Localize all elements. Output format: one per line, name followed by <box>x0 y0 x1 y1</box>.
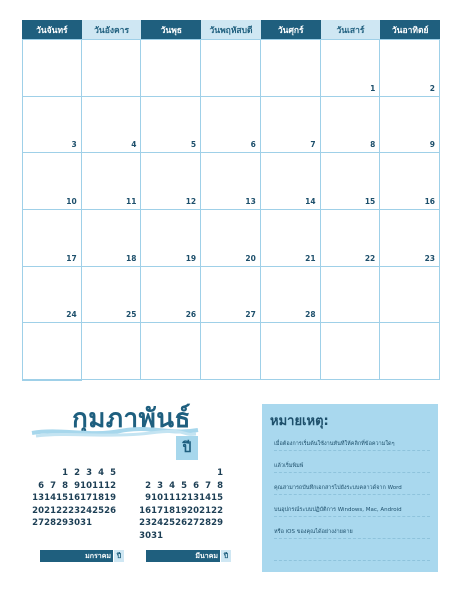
mini-day: 4 <box>169 480 175 491</box>
day-cell[interactable] <box>141 323 201 380</box>
day-cell[interactable] <box>201 40 261 97</box>
day-cell[interactable] <box>261 40 321 97</box>
mini-day: 28 <box>44 518 56 529</box>
day-number: 8 <box>370 140 376 150</box>
mini-year-january: ปี <box>114 550 124 562</box>
year-label: ปี <box>176 436 198 460</box>
weekday-saturday: วันเสาร์ <box>321 20 381 39</box>
mini-label-january: มกราคม <box>40 550 113 562</box>
mini-day: 21 <box>44 505 56 516</box>
mini-day: 15 <box>211 493 223 504</box>
day-number: 15 <box>364 197 376 206</box>
day-number: 14 <box>305 197 316 206</box>
day-number: 5 <box>190 140 197 150</box>
day-number: 19 <box>185 253 197 263</box>
day-cell[interactable] <box>141 40 201 97</box>
mini-year-march: ปี <box>221 550 231 562</box>
mini-day: 11 <box>163 493 175 504</box>
mini-day: 24 <box>151 518 163 529</box>
mini-week-row <box>139 467 223 480</box>
day-cell[interactable] <box>82 97 142 154</box>
day-cell[interactable] <box>261 97 321 154</box>
day-cell[interactable] <box>321 40 381 97</box>
mini-day: 17 <box>80 493 92 504</box>
mini-day: 10 <box>151 493 163 504</box>
day-number: 24 <box>66 310 77 320</box>
day-cell[interactable] <box>261 267 321 324</box>
day-number: 11 <box>125 197 137 206</box>
mini-day: 16 <box>68 493 80 504</box>
mini-week-row <box>139 517 223 530</box>
day-number: 18 <box>125 253 137 263</box>
mini-day: 5 <box>181 480 187 491</box>
mini-day: 21 <box>199 505 211 516</box>
mini-day: 6 <box>193 480 199 491</box>
day-number: 17 <box>66 253 77 263</box>
mini-day: 13 <box>32 493 44 504</box>
mini-day: 27 <box>187 518 199 529</box>
day-cell[interactable] <box>380 153 440 210</box>
notes-panel <box>262 404 438 572</box>
mini-day: 20 <box>187 505 199 516</box>
mini-day: 8 <box>62 480 68 491</box>
day-number: 20 <box>245 253 256 263</box>
mini-day: 15 <box>56 493 68 504</box>
day-number: 21 <box>305 253 316 263</box>
day-number: 1 <box>370 83 376 93</box>
day-number: 2 <box>429 83 435 93</box>
mini-day: 7 <box>205 480 211 491</box>
mini-week-row <box>32 517 116 530</box>
day-cell[interactable] <box>380 97 440 154</box>
mini-day: 8 <box>217 480 223 491</box>
mini-day: 4 <box>98 468 104 479</box>
weekday-wednesday: วันพุธ <box>141 20 201 39</box>
weekday-sunday: วันอาทิตย์ <box>380 20 440 39</box>
day-cell[interactable] <box>22 380 82 381</box>
day-cell[interactable] <box>141 210 201 267</box>
day-cell[interactable] <box>261 210 321 267</box>
mini-day: 7 <box>50 480 56 491</box>
day-cell[interactable] <box>321 153 381 210</box>
day-number: 10 <box>66 197 77 206</box>
day-cell[interactable] <box>201 97 261 154</box>
day-cell[interactable] <box>22 210 82 267</box>
day-cell[interactable] <box>321 97 381 154</box>
mini-calendar-january <box>32 467 116 530</box>
mini-week-row <box>32 505 116 518</box>
mini-day: 18 <box>163 505 175 516</box>
mini-week-row <box>139 530 223 543</box>
mini-day: 9 <box>74 480 80 491</box>
day-cell[interactable] <box>201 153 261 210</box>
day-cell[interactable] <box>22 40 82 97</box>
calendar-grid <box>22 39 440 381</box>
mini-day: 19 <box>175 505 187 516</box>
day-number: 12 <box>185 197 197 206</box>
mini-day: 23 <box>68 505 80 516</box>
day-cell[interactable] <box>380 323 440 380</box>
weekday-thursday: วันพฤหัสบดี <box>201 20 261 39</box>
mini-day: 2 <box>145 480 151 491</box>
day-cell[interactable] <box>82 210 142 267</box>
day-number: 7 <box>310 140 316 150</box>
day-number: 9 <box>429 140 435 150</box>
mini-day: 23 <box>139 518 151 529</box>
mini-day: 14 <box>44 493 56 504</box>
day-number: 25 <box>125 310 137 320</box>
notes-line[interactable]: เมื่อต้องการเริ่มต้นใช้งานทันทีให้คลิกที่ข้อความใดๆ <box>274 438 430 451</box>
mini-day: 12 <box>104 480 116 491</box>
mini-day: 29 <box>56 518 68 529</box>
notes-title: หมายเหตุ: <box>270 414 329 429</box>
day-cell[interactable] <box>22 323 82 380</box>
mini-day: 25 <box>163 518 175 529</box>
day-cell[interactable] <box>380 267 440 324</box>
mini-day: 18 <box>92 493 104 504</box>
mini-day: 6 <box>38 480 44 491</box>
mini-day: 31 <box>80 518 92 529</box>
day-cell[interactable] <box>141 267 201 324</box>
mini-day: 27 <box>32 518 44 529</box>
day-number: 4 <box>131 140 137 150</box>
mini-day: 20 <box>32 505 44 516</box>
day-number: 16 <box>424 197 435 206</box>
mini-week-row <box>139 492 223 505</box>
weekday-header <box>22 20 440 39</box>
day-cell[interactable] <box>321 210 381 267</box>
day-cell[interactable] <box>141 153 201 210</box>
mini-day: 3 <box>86 468 92 479</box>
mini-day: 13 <box>187 493 199 504</box>
mini-day: 3 <box>157 480 163 491</box>
day-number: 3 <box>71 140 77 150</box>
mini-week-row <box>32 467 116 480</box>
mini-day: 19 <box>104 493 116 504</box>
day-cell[interactable] <box>82 323 142 380</box>
day-cell[interactable] <box>22 153 82 210</box>
mini-day: 11 <box>92 480 104 491</box>
mini-label-march: มีนาคม <box>146 550 220 562</box>
mini-day: 22 <box>211 505 223 516</box>
mini-day: 9 <box>145 493 151 504</box>
mini-week-row <box>139 480 223 493</box>
mini-day: 24 <box>80 505 92 516</box>
mini-week-row <box>32 492 116 505</box>
day-cell[interactable] <box>201 267 261 324</box>
notes-line[interactable]: คุณสามารถบันทึกเอกสารไปยังระบบคลาวด์จาก Word <box>274 482 430 495</box>
mini-day: 12 <box>175 493 187 504</box>
day-cell[interactable] <box>82 267 142 324</box>
mini-day: 30 <box>139 530 151 541</box>
mini-day: 1 <box>217 468 223 479</box>
day-cell[interactable] <box>22 97 82 154</box>
mini-day: 16 <box>139 505 151 516</box>
day-number: 27 <box>245 310 256 320</box>
notes-line[interactable]: หรือ iOS ของคุณได้อย่างง่ายดาย <box>274 526 430 539</box>
mini-day: 25 <box>92 505 104 516</box>
day-number: 13 <box>245 197 256 206</box>
day-cell[interactable] <box>141 97 201 154</box>
mini-day: 5 <box>110 468 116 479</box>
notes-line[interactable] <box>274 548 430 561</box>
mini-day: 17 <box>151 505 163 516</box>
day-cell[interactable] <box>380 40 440 97</box>
day-cell[interactable] <box>82 40 142 97</box>
month-title: กุมภาพันธ์ <box>72 404 191 434</box>
day-cell[interactable] <box>201 210 261 267</box>
mini-week-row <box>32 480 116 493</box>
notes-line[interactable]: แล้วเริ่มพิมพ์ <box>274 460 430 473</box>
mini-day: 2 <box>74 468 80 479</box>
day-cell[interactable] <box>261 153 321 210</box>
day-cell[interactable] <box>321 267 381 324</box>
mini-day: 14 <box>199 493 211 504</box>
weekday-tuesday: วันอังคาร <box>82 20 142 39</box>
mini-day: 28 <box>199 518 211 529</box>
day-number: 23 <box>424 253 435 263</box>
notes-line[interactable]: บนอุปกรณ์ระบบปฏิบัติการ Windows, Mac, Android <box>274 504 430 517</box>
mini-day: 26 <box>175 518 187 529</box>
day-cell[interactable] <box>321 323 381 380</box>
weekday-friday: วันศุกร์ <box>261 20 321 39</box>
weekday-monday: วันจันทร์ <box>22 20 82 39</box>
mini-day: 29 <box>211 518 223 529</box>
day-cell[interactable] <box>261 323 321 380</box>
day-cell[interactable] <box>22 267 82 324</box>
day-number: 28 <box>305 310 316 320</box>
day-cell[interactable] <box>82 153 142 210</box>
mini-day: 10 <box>80 480 92 491</box>
day-number: 6 <box>250 140 256 150</box>
day-cell[interactable] <box>380 210 440 267</box>
mini-calendar-march <box>139 467 223 542</box>
day-number: 26 <box>185 310 197 320</box>
day-cell[interactable] <box>201 323 261 380</box>
scribble-decoration <box>30 426 200 440</box>
mini-day: 31 <box>151 530 163 541</box>
mini-day: 30 <box>68 518 80 529</box>
day-number: 22 <box>364 253 376 263</box>
mini-day: 1 <box>62 468 68 479</box>
mini-day: 22 <box>56 505 68 516</box>
mini-day: 26 <box>104 505 116 516</box>
mini-week-row <box>139 505 223 518</box>
